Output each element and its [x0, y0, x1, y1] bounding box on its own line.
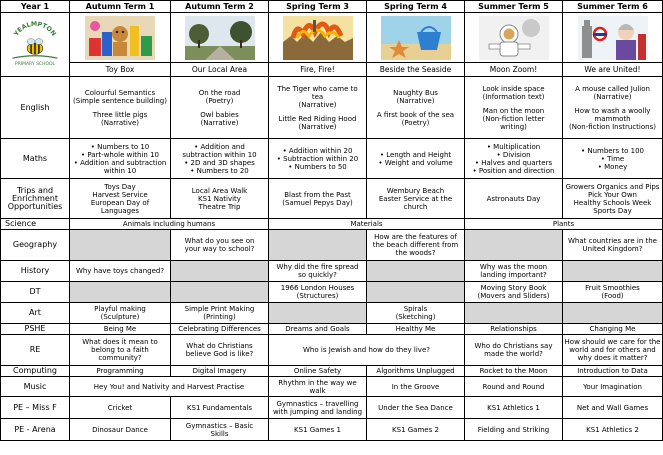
empty-cell [563, 303, 663, 324]
logo-top-text: YEALMPTON [12, 21, 58, 38]
re-cell: Who is Jewish and how do they live? [269, 335, 465, 366]
pshe-cell: Relationships [465, 324, 563, 335]
music-cell: Hey You! and Nativity and Harvest Practise [70, 377, 269, 397]
science-cell: Materials [269, 219, 465, 230]
music-cell: Round and Round [465, 377, 563, 397]
row-label-trips: Trips and Enrichment Opportunities [1, 179, 70, 219]
term-header: Autumn Term 1 [70, 1, 171, 13]
trips-cell: Wembury Beach Easter Service at the church [367, 179, 465, 219]
term-image-cell [70, 13, 171, 63]
dt-cell: 1966 London Houses (Structures) [269, 282, 367, 303]
maths-row [1, 139, 663, 179]
re-row [1, 335, 663, 366]
term-header: Autumn Term 2 [171, 1, 269, 13]
pe-cell: Gymnastics – travelling with jumping and landing [269, 397, 367, 419]
empty-cell [269, 303, 367, 324]
english-cell: The Tiger who came to tea (Narrative) Little Red Riding Hood (Narrative) [269, 77, 367, 139]
term-image-cell [171, 13, 269, 63]
pshe-cell: Dreams and Goals [269, 324, 367, 335]
trips-cell: Growers Organics and Pips Pick Your Own Healthy Schools Week Sports Day [563, 179, 663, 219]
seaside-photo [381, 16, 451, 60]
toys-photo [85, 16, 155, 60]
empty-cell [465, 303, 563, 324]
computing-cell: Programming [70, 366, 171, 377]
empty-cell [465, 230, 563, 261]
geography-cell: How are the features of the beach different from the woods? [367, 230, 465, 261]
term-header: Spring Term 4 [367, 1, 465, 13]
row-label-science: Science [1, 219, 70, 230]
history-cell: Why was the moon landing important? [465, 261, 563, 282]
row-label-geography: Geography [1, 230, 70, 261]
english-cell: A mouse called Julion (Narrative) How to wash a woolly mammoth (Non-fiction Instructions) [563, 77, 663, 139]
topic-title: Toy Box [70, 63, 171, 77]
computing-cell: Introduction to Data [563, 366, 663, 377]
pe-cell: KS1 Games 2 [367, 419, 465, 441]
row-label-pshe: PSHE [1, 324, 70, 335]
science-row [1, 219, 663, 230]
pshe-cell: Changing Me [563, 324, 663, 335]
row-label-english: English [1, 77, 70, 139]
year-header: Year 1 [1, 1, 70, 13]
re-cell: How should we care for the world and for others and why does it matter? [563, 335, 663, 366]
term-image-cell [367, 13, 465, 63]
trips-row [1, 179, 663, 219]
row-label-art: Art [1, 303, 70, 324]
term-image-cell [269, 13, 367, 63]
pe-cell: Cricket [70, 397, 171, 419]
art-cell: Spirals (Sketching) [367, 303, 465, 324]
topic-title: Fire, Fire! [269, 63, 367, 77]
term-header: Spring Term 3 [269, 1, 367, 13]
pshe-cell: Celebrating Differences [171, 324, 269, 335]
header-row [1, 1, 663, 13]
empty-cell [367, 261, 465, 282]
music-cell: Your Imagination [563, 377, 663, 397]
fire-photo [283, 16, 353, 60]
pe-cell: KS1 Fundamentals [171, 397, 269, 419]
row-label-dt: DT [1, 282, 70, 303]
geography-cell: What countries are in the United Kingdom? [563, 230, 663, 261]
science-cell: Plants [465, 219, 663, 230]
school-logo [6, 21, 64, 68]
trips-cell: Astronauts Day [465, 179, 563, 219]
empty-cell [70, 282, 171, 303]
music-cell: In the Groove [367, 377, 465, 397]
pe-cell: Fielding and Striking [465, 419, 563, 441]
art-cell: Playful making (Sculpture) [70, 303, 171, 324]
empty-cell [171, 282, 269, 303]
pe-cell: KS1 Athletics 2 [563, 419, 663, 441]
trips-cell: Local Area Walk KS1 Nativity Theatre Trip [171, 179, 269, 219]
history-row [1, 261, 663, 282]
maths-cell: • Multiplication • Division • Halves and quarters • Position and direction [465, 139, 563, 179]
topic-row [1, 63, 663, 77]
row-label-pe-arena: PE - Arena [1, 419, 70, 441]
term-header: Summer Term 6 [563, 1, 663, 13]
geography-cell: What do you see on your way to school? [171, 230, 269, 261]
trips-cell: Toys Day Harvest Service European Day of Languages [70, 179, 171, 219]
topic-title: Beside the Seaside [367, 63, 465, 77]
empty-cell [269, 230, 367, 261]
re-cell: What does it mean to belong to a faith community? [70, 335, 171, 366]
empty-cell [70, 230, 171, 261]
re-cell: What do Christians believe God is like? [171, 335, 269, 366]
maths-cell: • Length and Height • Weight and volume [367, 139, 465, 179]
empty-cell [563, 261, 663, 282]
topic-title: Moon Zoom! [465, 63, 563, 77]
pe-cell: Net and Wall Games [563, 397, 663, 419]
image-row [1, 13, 663, 63]
row-label-music: Music [1, 377, 70, 397]
maths-cell: • Numbers to 100 • Time • Money [563, 139, 663, 179]
art-row [1, 303, 663, 324]
dt-cell: Fruit Smoothies (Food) [563, 282, 663, 303]
english-cell: On the road (Poetry) Owl babies (Narrative) [171, 77, 269, 139]
geography-row [1, 230, 663, 261]
dt-row [1, 282, 663, 303]
row-label-history: History [1, 261, 70, 282]
pe-cell: Under the Sea Dance [367, 397, 465, 419]
computing-cell: Rocket to the Moon [465, 366, 563, 377]
row-label-computing: Computing [1, 366, 70, 377]
pe-cell: Gymnastics – Basic Skills [171, 419, 269, 441]
maths-cell: • Numbers to 10 • Part-whole within 10 • Addition and subtraction within 10 [70, 139, 171, 179]
astronaut-photo [479, 16, 549, 60]
english-row [1, 77, 663, 139]
maths-cell: • Addition within 20 • Subtraction within 20 • Numbers to 50 [269, 139, 367, 179]
science-cell: Animals including humans [70, 219, 269, 230]
topic-title: Our Local Area [171, 63, 269, 77]
history-cell: Why did the fire spread so quickly? [269, 261, 367, 282]
pshe-row [1, 324, 663, 335]
computing-cell: Digital Imagery [171, 366, 269, 377]
school-logo-cell [1, 13, 70, 77]
pe-cell: Dinosaur Dance [70, 419, 171, 441]
pe-cell: KS1 Games 1 [269, 419, 367, 441]
pe-cell: KS1 Athletics 1 [465, 397, 563, 419]
row-label-re: RE [1, 335, 70, 366]
dt-cell: Moving Story Book (Movers and Sliders) [465, 282, 563, 303]
term-header: Summer Term 5 [465, 1, 563, 13]
park-photo [185, 16, 255, 60]
english-cell: Colourful Semantics (Simple sentence building) Three little pigs (Narrative) [70, 77, 171, 139]
queen-london-photo [578, 16, 648, 60]
english-cell: Look inside space (Information text) Man on the moon (Non-fiction letter writing) [465, 77, 563, 139]
logo-bottom-text: PRIMARY SCHOOL [14, 62, 56, 68]
topic-title: We are United! [563, 63, 663, 77]
english-cell: Naughty Bus (Narrative) A first book of the sea (Poetry) [367, 77, 465, 139]
art-cell: Simple Print Making (Printing) [171, 303, 269, 324]
maths-cell: • Addition and subtraction within 10 • 2D and 3D shapes • Numbers to 20 [171, 139, 269, 179]
computing-row [1, 366, 663, 377]
empty-cell [367, 282, 465, 303]
music-row [1, 377, 663, 397]
pe-arena-row [1, 419, 663, 441]
music-cell: Rhythm in the way we walk [269, 377, 367, 397]
trips-cell: Blast from the Past (Samuel Pepys Day) [269, 179, 367, 219]
pshe-cell: Healthy Me [367, 324, 465, 335]
row-label-pe-f: PE – Miss F [1, 397, 70, 419]
empty-cell [171, 261, 269, 282]
pe-f-row [1, 397, 663, 419]
computing-cell: Algorithms Unplugged [367, 366, 465, 377]
history-cell: Why have toys changed? [70, 261, 171, 282]
re-cell: Who do Christians say made the world? [465, 335, 563, 366]
computing-cell: Online Safety [269, 366, 367, 377]
pshe-cell: Being Me [70, 324, 171, 335]
term-image-cell [465, 13, 563, 63]
row-label-maths: Maths [1, 139, 70, 179]
term-image-cell [563, 13, 663, 63]
